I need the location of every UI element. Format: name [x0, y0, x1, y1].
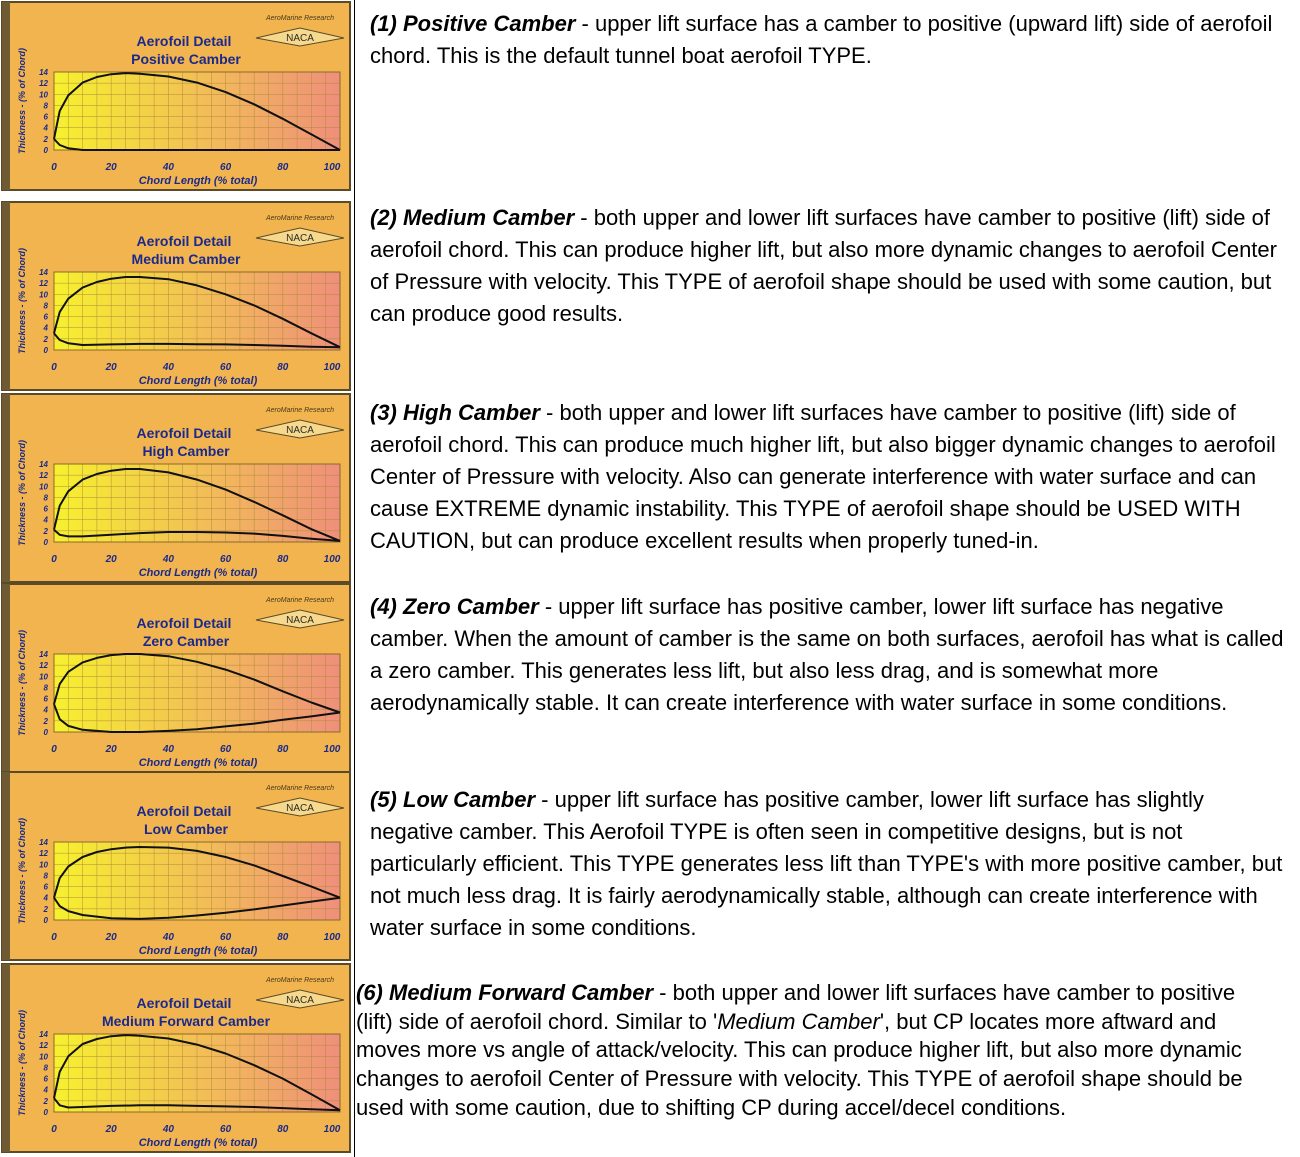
y-tick-label: 4: [43, 705, 48, 715]
x-tick-label: 40: [162, 1124, 174, 1135]
panel-heading: Aerofoil Detail: [136, 615, 232, 631]
y-tick-label: 0: [43, 346, 48, 355]
naca-logo-text: NACA: [286, 615, 314, 626]
description-text: - upper lift surface has positive camber, lower lift surface has negative camber. When the amount of camber is the same on both surfaces, aerofoil has what is called a zero camber. This generates less lift, but also less drag, and is somewhat more aerodynamically stable. It can create interference with water surface in some conditions.: [370, 594, 1284, 715]
y-tick-label: 12: [39, 661, 48, 671]
x-tick-label: 100: [323, 554, 341, 565]
description-zero-camber: [370, 591, 1290, 719]
description-low-camber: [370, 784, 1290, 944]
x-tick-label: 0: [51, 162, 57, 173]
panel-left-border: [2, 394, 10, 582]
panel-heading: Aerofoil Detail: [136, 995, 232, 1011]
description-text: - both upper and lower lift surfaces have camber to positive (lift) side of aerofoil chord. This can produce much higher lift, but also bigger dynamic changes to aerofoil Center of Pressure with velocity. Also can generate interference with water surface and can cause EXTREME dynamic instability. This TYPE of aerofoil shape should be USED WITH CAUTION, but can produce excellent results when properly tuned-in.: [370, 400, 1276, 553]
y-tick-label: 8: [43, 683, 48, 693]
x-axis-label: Chord Length (% total): [138, 757, 258, 769]
panel-left-border: [2, 772, 10, 960]
panel-subtitle: Zero Camber: [142, 633, 230, 649]
x-tick-label: 0: [51, 744, 57, 755]
description-positive-camber: [370, 8, 1290, 72]
x-tick-label: 40: [162, 162, 174, 173]
x-tick-label: 80: [277, 554, 289, 565]
naca-logo-text: NACA: [286, 995, 314, 1006]
aerofoil-panel: [0, 0, 352, 192]
y-tick-label: 6: [43, 112, 48, 122]
y-tick-label: 12: [39, 279, 48, 289]
x-tick-label: 80: [277, 932, 289, 943]
x-tick-label: 20: [105, 554, 117, 565]
x-axis-label: Chord Length (% total): [138, 175, 258, 187]
y-tick-label: 6: [43, 504, 48, 514]
x-tick-label: 40: [162, 744, 174, 755]
y-tick-label: 4: [43, 323, 48, 333]
y-tick-label: 2: [43, 1096, 48, 1106]
naca-logo-text: NACA: [286, 233, 314, 244]
y-tick-label: 14: [39, 268, 48, 277]
x-tick-label: 40: [162, 932, 174, 943]
x-tick-label: 100: [323, 1124, 341, 1135]
y-tick-label: 8: [43, 301, 48, 311]
x-axis-label: Chord Length (% total): [138, 1137, 258, 1149]
y-axis-label: Thickness - (% of Chord): [17, 47, 27, 155]
description-text: - upper lift surface has positive camber, lower lift surface has slightly negative camber. This Aerofoil TYPE is often seen in competitive designs, but is not particularly efficient. This TYPE generates less lift than TYPE's with more positive camber, but not much less drag. It is fairly aerodynamically stable, although can create interference with water surface in some conditions.: [370, 787, 1283, 940]
description-title: (6) Medium Forward Camber: [356, 980, 654, 1005]
y-tick-label: 4: [43, 515, 48, 525]
y-tick-label: 8: [43, 871, 48, 881]
divider-line: [354, 0, 355, 1157]
aerofoil-panel: [0, 770, 352, 962]
y-tick-label: 12: [39, 849, 48, 859]
y-tick-label: 10: [39, 860, 48, 870]
y-axis-label: Thickness - (% of Chord): [17, 1009, 27, 1117]
x-tick-label: 20: [105, 1124, 117, 1135]
y-tick-label: 14: [39, 650, 48, 659]
x-tick-label: 80: [277, 162, 289, 173]
x-tick-label: 80: [277, 362, 289, 373]
x-axis-label: Chord Length (% total): [138, 567, 258, 579]
description-title: (5) Low Camber: [370, 787, 536, 812]
panel-heading: Aerofoil Detail: [136, 425, 232, 441]
panel-subtitle: Low Camber: [143, 821, 229, 837]
y-tick-label: 14: [39, 460, 48, 469]
y-tick-label: 14: [39, 838, 48, 847]
y-tick-label: 0: [43, 916, 48, 925]
x-tick-label: 20: [105, 162, 117, 173]
panel-subtitle: Medium Camber: [131, 251, 241, 267]
credit-text: AeroMarine Research: [265, 977, 335, 984]
description-text: - upper lift surface has a camber to positive (upward lift) side of aerofoil chord. This is the default tunnel boat aerofoil TYPE.: [370, 11, 1273, 68]
aerofoil-chart: [0, 0, 352, 192]
y-tick-label: 12: [39, 79, 48, 89]
y-axis-label: Thickness - (% of Chord): [17, 247, 27, 355]
x-tick-label: 100: [323, 932, 341, 943]
y-tick-label: 2: [43, 334, 48, 344]
x-tick-label: 100: [323, 744, 341, 755]
panel-subtitle: High Camber: [142, 443, 230, 459]
y-tick-label: 6: [43, 312, 48, 322]
credit-text: AeroMarine Research: [265, 215, 335, 222]
description-title: (4) Zero Camber: [370, 594, 539, 619]
y-tick-label: 0: [43, 728, 48, 737]
y-tick-label: 2: [43, 134, 48, 144]
y-axis-label: Thickness - (% of Chord): [17, 439, 27, 547]
y-tick-label: 6: [43, 882, 48, 892]
x-tick-label: 60: [220, 1124, 232, 1135]
x-axis-label: Chord Length (% total): [138, 375, 258, 387]
credit-text: AeroMarine Research: [265, 785, 335, 792]
y-tick-label: 10: [39, 90, 48, 100]
y-tick-label: 4: [43, 1085, 48, 1095]
panel-left-border: [2, 202, 10, 390]
y-tick-label: 0: [43, 1108, 48, 1117]
x-tick-label: 0: [51, 932, 57, 943]
y-axis-label: Thickness - (% of Chord): [17, 817, 27, 925]
y-tick-label: 6: [43, 1074, 48, 1084]
panel-subtitle: Positive Camber: [131, 51, 241, 67]
credit-text: AeroMarine Research: [265, 407, 335, 414]
x-tick-label: 100: [323, 362, 341, 373]
description-medium-forward-camber: [356, 979, 1276, 1123]
credit-text: AeroMarine Research: [265, 597, 335, 604]
x-tick-label: 100: [323, 162, 341, 173]
description-title: (3) High Camber: [370, 400, 540, 425]
description-medium-camber: [370, 202, 1290, 330]
x-tick-label: 60: [220, 362, 232, 373]
panel-left-border: [2, 2, 10, 190]
panel-heading: Aerofoil Detail: [136, 233, 232, 249]
y-tick-label: 14: [39, 68, 48, 77]
panel-heading: Aerofoil Detail: [136, 33, 232, 49]
aerofoil-panel: [0, 962, 352, 1154]
y-tick-label: 4: [43, 893, 48, 903]
y-tick-label: 10: [39, 290, 48, 300]
description-title: (2) Medium Camber: [370, 205, 575, 230]
y-tick-label: 8: [43, 101, 48, 111]
y-tick-label: 2: [43, 904, 48, 914]
aerofoil-chart: [0, 582, 352, 774]
y-tick-label: 2: [43, 716, 48, 726]
y-tick-label: 8: [43, 493, 48, 503]
x-tick-label: 60: [220, 554, 232, 565]
y-tick-label: 12: [39, 1041, 48, 1051]
y-axis-label: Thickness - (% of Chord): [17, 629, 27, 737]
y-tick-label: 6: [43, 694, 48, 704]
y-tick-label: 14: [39, 1030, 48, 1039]
aerofoil-chart: [0, 392, 352, 584]
x-tick-label: 0: [51, 554, 57, 565]
aerofoil-chart: [0, 962, 352, 1154]
aerofoil-panel: [0, 392, 352, 584]
description-text: - both upper and lower lift surfaces have camber to positive (lift) side of aerofoil chord. This can produce higher lift, but also more dynamic changes to aerofoil Center of Pressure with velocity. This TYPE of aerofoil shape should be used with some caution, but can produce good results.: [370, 205, 1277, 326]
y-tick-label: 10: [39, 672, 48, 682]
panel-subtitle: Medium Forward Camber: [101, 1013, 271, 1029]
aerofoil-chart: [0, 200, 352, 392]
x-tick-label: 40: [162, 554, 174, 565]
y-tick-label: 8: [43, 1063, 48, 1073]
y-tick-label: 0: [43, 146, 48, 155]
x-axis-label: Chord Length (% total): [138, 945, 258, 957]
x-tick-label: 60: [220, 744, 232, 755]
x-tick-label: 0: [51, 362, 57, 373]
naca-logo-text: NACA: [286, 425, 314, 436]
x-tick-label: 60: [220, 162, 232, 173]
description-text: - both upper and lower lift surfaces have camber to positive (lift) side of aerofoil chord. Similar to ': [356, 980, 1236, 1034]
panel-heading: Aerofoil Detail: [136, 803, 232, 819]
aerofoil-panel: [0, 582, 352, 774]
naca-logo-text: NACA: [286, 33, 314, 44]
panel-left-border: [2, 584, 10, 772]
naca-logo-text: NACA: [286, 803, 314, 814]
aerofoil-chart: [0, 770, 352, 962]
x-tick-label: 60: [220, 932, 232, 943]
y-tick-label: 2: [43, 526, 48, 536]
y-tick-label: 10: [39, 1052, 48, 1062]
x-tick-label: 0: [51, 1124, 57, 1135]
x-tick-label: 20: [105, 362, 117, 373]
description-high-camber: [370, 397, 1290, 557]
x-tick-label: 20: [105, 932, 117, 943]
y-tick-label: 12: [39, 471, 48, 481]
x-tick-label: 20: [105, 744, 117, 755]
aerofoil-panel: [0, 200, 352, 392]
x-tick-label: 80: [277, 744, 289, 755]
y-tick-label: 0: [43, 538, 48, 547]
x-tick-label: 40: [162, 362, 174, 373]
y-tick-label: 10: [39, 482, 48, 492]
description-title: (1) Positive Camber: [370, 11, 576, 36]
description-italic: Medium Camber: [717, 1008, 880, 1034]
panel-left-border: [2, 964, 10, 1152]
description-text-2: ', but CP locates more aftward and moves more vs angle of attack/velocity. This can produce higher lift, but also more dynamic changes to aerofoil Center of Pressure with velocity. This TYPE of aerofoil shape should be used with some caution, due to shifting CP during accel/decel conditions.: [356, 1008, 1243, 1120]
x-tick-label: 80: [277, 1124, 289, 1135]
credit-text: AeroMarine Research: [265, 15, 335, 22]
y-tick-label: 4: [43, 123, 48, 133]
